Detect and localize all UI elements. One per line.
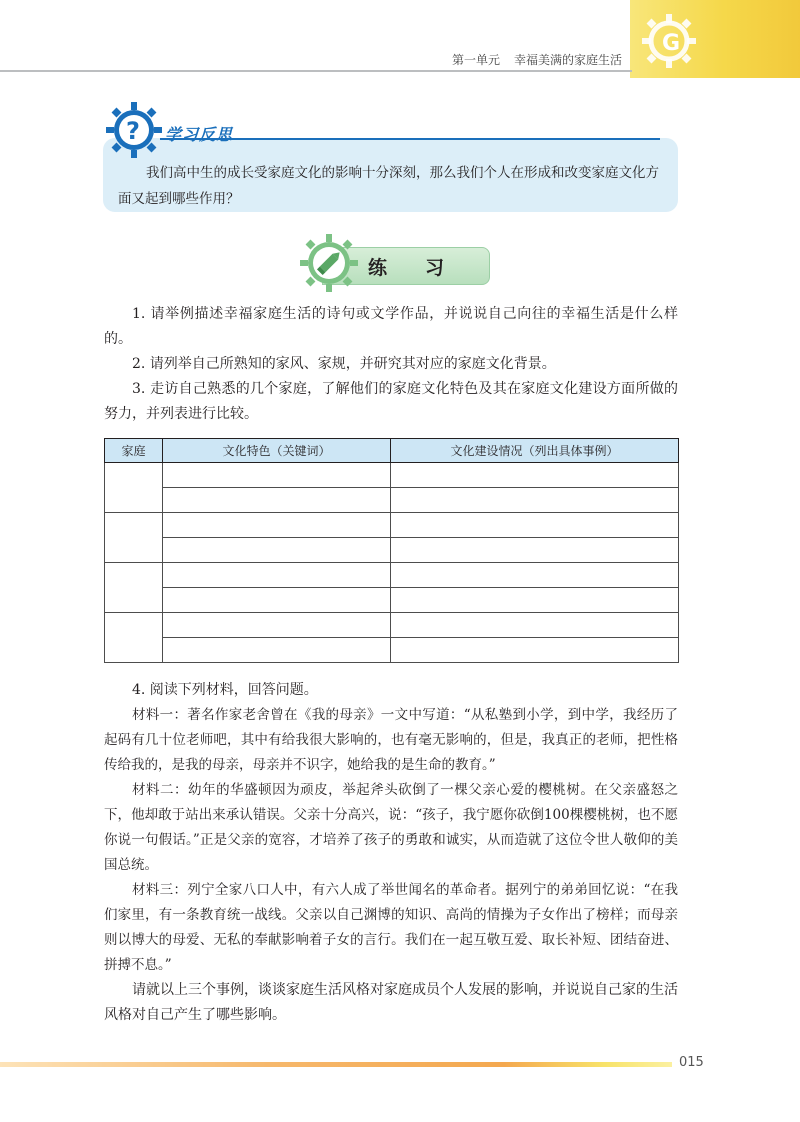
table-header-culture-building: 文化建设情况（列出具体事例） bbox=[391, 439, 679, 463]
table-cell bbox=[391, 563, 679, 588]
running-header bbox=[452, 51, 622, 68]
table-cell bbox=[391, 488, 679, 513]
header-title: 幸福美满的家庭生活 bbox=[513, 53, 622, 67]
table-row bbox=[105, 488, 679, 513]
table-cell bbox=[163, 638, 391, 663]
svg-text:G: G bbox=[662, 31, 681, 56]
table-cell bbox=[391, 513, 679, 538]
header-unit: 第一单元 bbox=[451, 53, 500, 67]
table-row bbox=[105, 463, 679, 488]
svg-text:?: ? bbox=[126, 117, 140, 145]
table-cell bbox=[163, 563, 391, 588]
table-header-culture-features: 文化特色（关键词） bbox=[163, 439, 391, 463]
discussion-question: 请就以上三个事例，谈谈家庭生活风格对家庭成员个人发展的影响，并说说自己家的生活风格对自己产生了哪些影响。 bbox=[104, 982, 678, 1023]
family-comparison-table bbox=[104, 438, 679, 663]
table-header-row bbox=[105, 439, 679, 463]
table-cell-family bbox=[105, 613, 163, 663]
table-cell bbox=[163, 588, 391, 613]
table-header-family: 家庭 bbox=[105, 439, 163, 463]
table-cell bbox=[391, 588, 679, 613]
pencil-gear-icon bbox=[298, 232, 360, 294]
footer-bar bbox=[0, 1062, 672, 1067]
table-cell bbox=[391, 638, 679, 663]
question-2: 2. 请列举自己所熟知的家风、家规，并研究其对应的家庭文化背景。 bbox=[132, 356, 556, 372]
table-row bbox=[105, 638, 679, 663]
table-cell bbox=[391, 538, 679, 563]
table-cell-family bbox=[105, 463, 163, 513]
gear-logo-icon bbox=[640, 10, 698, 72]
table-row bbox=[105, 513, 679, 538]
table-row bbox=[105, 538, 679, 563]
header-divider bbox=[0, 70, 632, 72]
table-row bbox=[105, 563, 679, 588]
page-number: 015 bbox=[679, 1055, 704, 1070]
table-cell-family bbox=[105, 513, 163, 563]
material-1: 材料一：著名作家老舍曾在《我的母亲》一文中写道：“从私塾到小学，到中学，我经历了起码有几十位老师吧，其中有给我很大影响的，也有毫无影响的，但是，我真正的老师，把性格传给我的，是我的母亲，母亲并不识字，她给我的是生命的教育。” bbox=[104, 707, 678, 773]
exercise-title: 练习 bbox=[368, 257, 483, 279]
question-4: 4. 阅读下列材料，回答问题。 bbox=[132, 682, 318, 698]
reflection-title-rule bbox=[160, 138, 660, 140]
reflection-title: 学习反思 bbox=[165, 125, 234, 144]
table-cell bbox=[391, 463, 679, 488]
question-1: 1. 请举例描述幸福家庭生活的诗句或文学作品，并说说自己向往的幸福生活是什么样的。 bbox=[104, 306, 678, 347]
question-3: 3. 走访自己熟悉的几个家庭，了解他们的家庭文化特色及其在家庭文化建设方面所做的努力，并列表进行比较。 bbox=[104, 381, 678, 422]
table-cell bbox=[391, 613, 679, 638]
table-cell bbox=[163, 538, 391, 563]
reflection-text: 我们高中生的成长受家庭文化的影响十分深刻，那么我们个人在形成和改变家庭文化方面又起到哪些作用？ bbox=[118, 165, 659, 207]
table-cell bbox=[163, 613, 391, 638]
question-gear-icon bbox=[104, 100, 164, 160]
table-row bbox=[105, 613, 679, 638]
material-3: 材料三：列宁全家八口人中，有六人成了举世闻名的革命者。据列宁的弟弟回忆说：“在我们家里，有一条教育统一战线。父亲以自己渊博的知识、高尚的情操为子女作出了榜样；而母亲则以博大的母爱、无私的奉献影响着子女的言行。我们在一起互敬互爱、取长补短、团结奋进、拼搏不息。” bbox=[104, 882, 678, 973]
table-cell bbox=[163, 488, 391, 513]
table-cell-family bbox=[105, 563, 163, 613]
table-cell bbox=[163, 463, 391, 488]
table-row bbox=[105, 588, 679, 613]
material-2: 材料二：幼年的华盛顿因为顽皮，举起斧头砍倒了一棵父亲心爱的樱桃树。在父亲盛怒之下，他却敢于站出来承认错误。父亲十分高兴，说：“孩子，我宁愿你砍倒100棵樱桃树，也不愿你说一句假话。”正是父亲的宽容，才培养了孩子的勇敢和诚实，从而造就了这位令世人敬仰的美国总统。 bbox=[104, 782, 678, 873]
table-cell bbox=[163, 513, 391, 538]
